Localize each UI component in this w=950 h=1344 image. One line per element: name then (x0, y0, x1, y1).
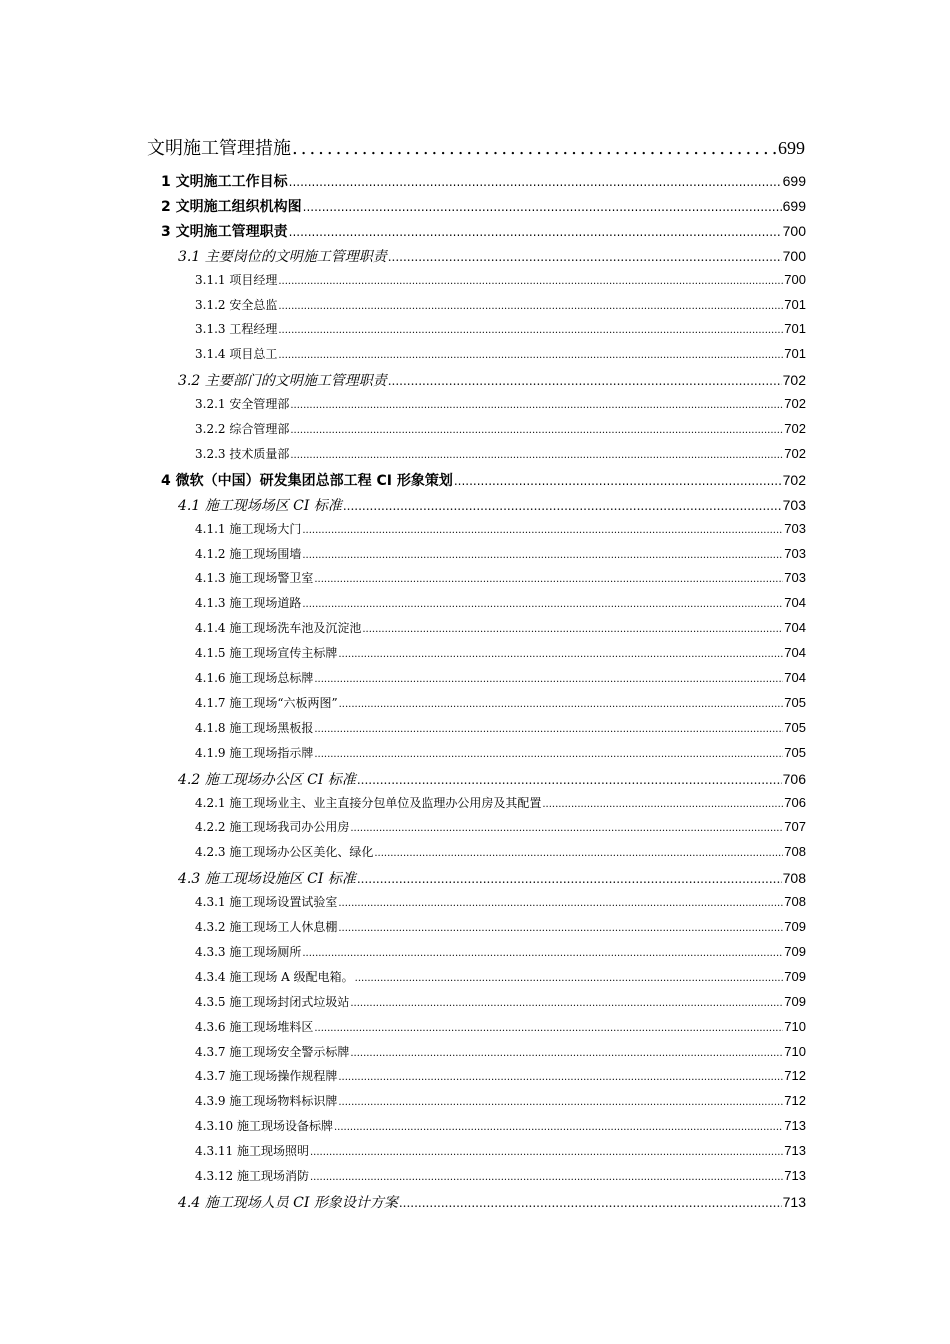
toc-entry-text: 3.1.3 工程经理 (195, 322, 278, 337)
leader-dots (362, 624, 783, 635)
toc-entry-page: 702 (782, 372, 806, 389)
leader-dots (355, 973, 784, 984)
leader-dots (350, 998, 783, 1009)
toc-entry-page: 699 (782, 173, 806, 189)
toc-entry-text: 4.2.2 施工现场我司办公用房 (195, 820, 350, 835)
leader-dots (388, 374, 782, 388)
toc-entry-page: 705 (784, 744, 806, 760)
toc-entry[interactable] (195, 968, 806, 985)
toc-entry[interactable] (178, 1192, 806, 1212)
toc-title: 文明施工管理措施 (147, 138, 291, 159)
toc-entry-page: 713 (782, 1193, 806, 1210)
toc-entry[interactable] (178, 868, 806, 888)
toc-entry-page: 702 (784, 421, 806, 436)
toc-entry-page: 706 (784, 794, 806, 810)
toc-entry[interactable] (178, 370, 806, 390)
toc-entry[interactable] (195, 271, 806, 288)
toc-entry[interactable] (195, 545, 806, 562)
toc-entry-text: 4.1.5 施工现场宣传主标牌 (195, 646, 338, 661)
leader-dots (542, 799, 783, 810)
toc-entry[interactable] (161, 196, 806, 216)
toc-entry[interactable] (195, 1043, 806, 1060)
toc-entry[interactable] (195, 1142, 806, 1159)
toc-entry[interactable] (195, 420, 806, 437)
leader-dots (303, 200, 782, 214)
toc-entry-text: 4.1.3 施工现场警卫室 (195, 571, 314, 586)
toc-entry[interactable] (161, 171, 806, 191)
toc-entry-page: 709 (784, 919, 806, 934)
leader-dots (388, 250, 782, 264)
leader-dots (314, 1023, 783, 1034)
toc-entry-text: 4.1.7 施工现场“六板两图” (195, 695, 338, 710)
toc-entry-page: 700 (782, 247, 806, 264)
toc-entry-text: 3.2.1 安全管理部 (195, 397, 290, 412)
toc-entry[interactable] (195, 644, 806, 661)
toc-entry-page: 713 (784, 1143, 806, 1159)
toc-entry-text: 4.1.8 施工现场黑板报 (195, 720, 314, 735)
leader-dots (338, 1097, 783, 1108)
toc-entry-page: 701 (784, 296, 806, 312)
toc-entry-page: 712 (784, 1068, 806, 1084)
toc-entry-page: 712 (784, 1093, 806, 1109)
toc-entry[interactable] (195, 818, 806, 835)
leader-dots (350, 823, 783, 834)
leader-dots (278, 350, 783, 361)
toc-entry-text: 4.1.4 施工现场洗车池及沉淀池 (195, 621, 362, 636)
toc-entry-text: 3.2.3 技术质量部 (195, 446, 290, 461)
toc-entry-page: 710 (784, 1043, 806, 1059)
toc-entry-text: 4.3.5 施工现场封闭式垃圾站 (195, 994, 350, 1009)
leader-dots (314, 674, 783, 685)
leader-dots (302, 948, 783, 959)
toc-entry-text: 2 文明施工组织机构图 (161, 198, 302, 215)
toc-entry-page: 704 (784, 645, 806, 661)
toc-entry-page: 701 (784, 346, 806, 362)
toc-entry[interactable] (195, 1167, 806, 1184)
toc-entry-page: 700 (784, 271, 806, 287)
toc-entry[interactable] (195, 744, 806, 761)
toc-entry[interactable] (195, 445, 806, 462)
toc-entry-page: 713 (784, 1168, 806, 1183)
toc-entry[interactable] (195, 520, 806, 537)
toc-entry[interactable] (195, 669, 806, 686)
toc-entry[interactable] (161, 221, 806, 241)
toc-entry-page: 703 (784, 520, 806, 536)
toc-entry[interactable] (195, 569, 806, 586)
toc-entry[interactable] (195, 993, 806, 1010)
toc-entry[interactable] (195, 1067, 806, 1084)
toc-entry-text: 3.2 主要部门的文明施工管理职责 (178, 373, 387, 390)
leader-dots (338, 923, 783, 934)
leader-dots (454, 474, 782, 488)
toc-entry[interactable] (195, 594, 806, 611)
toc-entry[interactable] (195, 296, 806, 313)
toc-entry-text: 3.2.2 综合管理部 (195, 422, 290, 436)
leader-dots (278, 276, 783, 287)
toc-entry-text: 3 文明施工管理职责 (161, 223, 288, 240)
leader-dots (334, 1122, 783, 1133)
leader-dots (338, 1072, 783, 1083)
toc-entry-page: 703 (784, 570, 806, 586)
leader-dots (310, 1172, 783, 1183)
toc-entry[interactable] (195, 843, 806, 860)
toc-entry[interactable] (178, 246, 806, 266)
toc-entry-page: 708 (784, 844, 806, 860)
leader-dots (290, 425, 783, 436)
leader-dots (374, 848, 783, 859)
toc-entry-text: 4.3.10 施工现场设备标牌 (195, 1119, 333, 1134)
toc-entry[interactable] (195, 893, 806, 910)
toc-title-page: 699 (778, 138, 805, 158)
leader-dots (302, 550, 783, 561)
toc-entry[interactable] (195, 943, 806, 960)
toc-entry-text: 4 微软（中国）研发集团总部工程 CI 形象策划 (161, 472, 453, 489)
leader-dots (314, 574, 783, 585)
leader-dots (399, 1196, 782, 1210)
toc-title-row[interactable] (147, 134, 805, 160)
toc-entry-page: 703 (784, 545, 806, 561)
toc-entry-text: 4.2.1 施工现场业主、业主直接分包单位及监理办公用房及其配置 (195, 795, 542, 810)
toc-entry-page: 706 (782, 770, 806, 787)
toc-entry-text: 4.2 施工现场办公区 CI 标准 (178, 771, 356, 788)
toc-entry-page: 709 (784, 968, 806, 984)
toc-entry[interactable] (195, 1117, 806, 1134)
toc-entry-text: 4.3.12 施工现场消防 (195, 1169, 309, 1183)
toc-entry-text: 4.1.2 施工现场围墙 (195, 546, 302, 561)
toc-entry[interactable] (161, 470, 806, 490)
toc-entry[interactable] (178, 769, 806, 789)
toc-entry[interactable] (195, 345, 806, 362)
toc-entry[interactable] (178, 495, 806, 515)
toc-entry-page: 704 (784, 620, 806, 636)
leader-dots (302, 525, 783, 536)
toc-entry-text: 4.3.11 施工现场照明 (195, 1144, 309, 1159)
leader-dots (357, 773, 782, 787)
toc-entry-page: 705 (784, 694, 806, 710)
toc-entry-text: 3.1.2 安全总监 (195, 297, 278, 312)
leader-dots (357, 872, 782, 886)
toc-entry[interactable] (195, 395, 806, 412)
toc-entry[interactable] (195, 619, 806, 636)
toc-entry-page: 699 (782, 197, 806, 214)
toc-entry-text: 4.3.7 施工现场操作规程牌 (195, 1069, 338, 1084)
leader-dots (350, 1048, 783, 1059)
leader-dots (292, 138, 777, 159)
toc-entry-text: 4.3.6 施工现场堆料区 (195, 1019, 314, 1034)
toc-entry-page: 708 (784, 894, 806, 910)
toc-entry[interactable] (195, 918, 806, 935)
toc-entry-text: 4.3.3 施工现场厕所 (195, 944, 302, 959)
toc-entry[interactable] (195, 694, 806, 711)
toc-entry-text: 3.1.1 项目经理 (195, 272, 278, 287)
leader-dots (338, 649, 783, 660)
toc-entry-text: 4.3.2 施工现场工人休息棚 (195, 920, 338, 934)
toc-entry-page: 701 (784, 321, 806, 337)
leader-dots (302, 599, 783, 610)
toc-entry-page: 713 (784, 1118, 806, 1134)
toc-entry[interactable] (195, 794, 806, 811)
leader-dots (290, 450, 783, 461)
leader-dots (343, 499, 782, 513)
toc-entry-text: 1 文明施工工作目标 (161, 174, 288, 190)
toc-entry-text: 4.4 施工现场人员 CI 形象设计方案 (178, 1194, 398, 1211)
toc-entry-page: 703 (782, 496, 806, 513)
toc-entry-page: 702 (784, 396, 806, 412)
leader-dots (314, 749, 783, 760)
toc-entry-text: 4.1.1 施工现场大门 (195, 521, 302, 536)
toc-entry-text: 4.3.9 施工现场物料标识牌 (195, 1094, 338, 1109)
toc-entry-page: 709 (784, 993, 806, 1009)
toc-entry-page: 708 (782, 870, 806, 887)
leader-dots (338, 898, 783, 909)
leader-dots (290, 400, 783, 411)
toc-entry-page: 705 (784, 719, 806, 735)
toc-entry-text: 4.1.9 施工现场指示牌 (195, 745, 314, 760)
toc-entry-page: 707 (784, 819, 806, 835)
toc-entry-text: 4.1.6 施工现场总标牌 (195, 671, 314, 685)
toc-entry-page: 702 (782, 471, 806, 488)
toc-entry-text: 4.3 施工现场设施区 CI 标准 (178, 871, 356, 888)
leader-dots (289, 175, 782, 189)
toc-entry[interactable] (195, 1018, 806, 1035)
toc-entry-text: 4.2.3 施工现场办公区美化、绿化 (195, 845, 374, 860)
toc-entry-page: 704 (784, 595, 806, 611)
toc-entry-text: 4.1.3 施工现场道路 (195, 596, 302, 611)
toc-entry[interactable] (195, 1092, 806, 1109)
toc-entry-text: 3.1 主要岗位的文明施工管理职责 (178, 248, 387, 265)
leader-dots (278, 325, 783, 336)
leader-dots (289, 225, 782, 239)
toc-entry-page: 700 (782, 222, 806, 239)
toc-entry-page: 704 (784, 670, 806, 685)
toc-entry-page: 702 (784, 445, 806, 461)
leader-dots (339, 699, 784, 710)
leader-dots (310, 1147, 783, 1158)
toc-entry[interactable] (195, 320, 806, 337)
leader-dots (278, 301, 783, 312)
leader-dots (314, 724, 783, 735)
toc-entry-text: 3.1.4 项目总工 (195, 347, 278, 362)
toc-entry-page: 710 (784, 1018, 806, 1034)
toc-entry-text: 4.3.7 施工现场安全警示标牌 (195, 1044, 350, 1059)
toc-entry-text: 4.3.4 施工现场 A 级配电箱。 (195, 969, 354, 984)
toc-entry-text: 4.3.1 施工现场设置试验室 (195, 895, 338, 910)
toc-entry-text: 4.1 施工现场场区 CI 标准 (178, 497, 342, 514)
toc-entry-page: 709 (784, 943, 806, 959)
toc-entry[interactable] (195, 719, 806, 736)
